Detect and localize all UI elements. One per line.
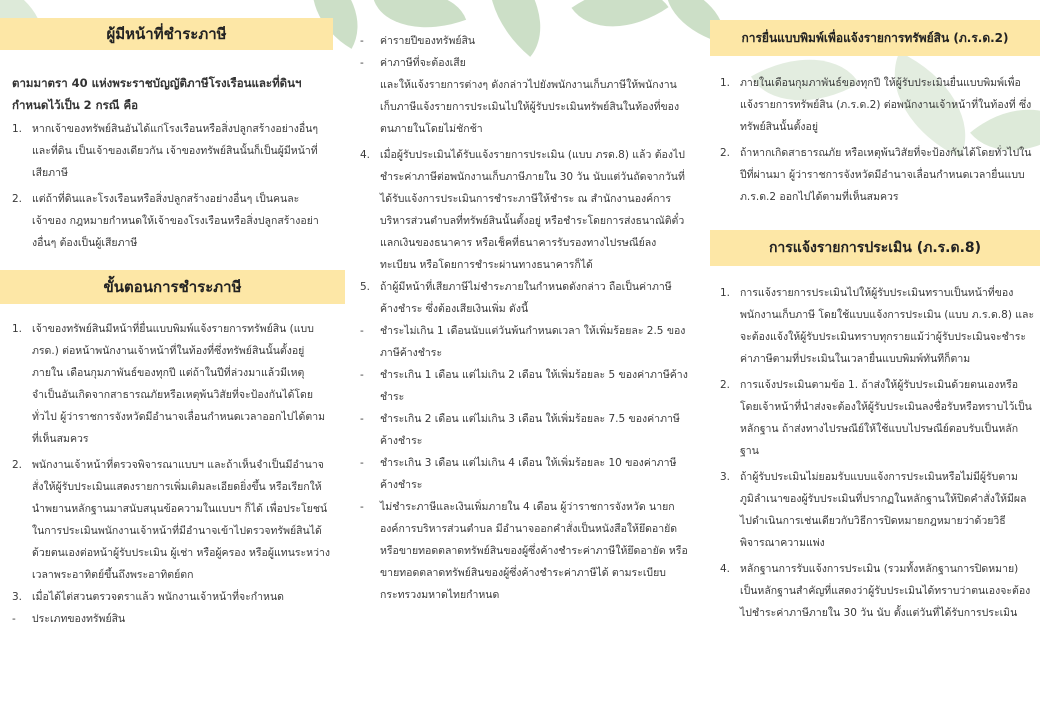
list-item: - ชำระเกิน 3 เดือน แต่ไม่เกิน 4 เดือน ให้เพิ่มร้อยละ 10 ของค่าภาษีค้างชำระ <box>360 457 677 491</box>
section-header-payment-steps: ขั้นตอนการชำระภาษี <box>0 270 345 304</box>
section-header-tax-payer: ผู้มีหน้าที่ชำระภาษี <box>0 18 333 50</box>
list-item: 2. แต่ถ้าที่ดินและโรงเรือนหรือสิ่งปลูกสร้างอย่างอื่นๆ เป็นคนละเจ้าของ กฎหมายกำหนดให้เจ้าของโรงเรือนหรือสิ่งปลูกสร้างอย่างอื่นๆ ต้องเป็นผู้เสียภาษี <box>12 193 319 249</box>
tax-payer-cases-list <box>10 118 332 254</box>
assessment-items-list <box>358 30 688 606</box>
list-item: - ชำระเกิน 2 เดือน แต่ไม่เกิน 3 เดือน ให้เพิ่มร้อยละ 7.5 ของค่าภาษีค้างชำระ <box>360 413 680 447</box>
filing-list <box>718 72 1036 208</box>
list-item: 1. เจ้าของทรัพย์สินมีหน้าที่ยื่นแบบพิมพ์แจ้งรายการทรัพย์สิน (แบบ ภรด.) ต่อหน้าพนักงานเจ้าหน้าที่ในท้องที่ซึ่งทรัพย์สินนั้นตั้งอยู่ภายใน เดือนกุมภาพันธ์ของทุกปี แต่ถ้าในปีที่ล่วงมาแล้วมีเหตุจำเป็นอันเกิดจากสาธารณภัยหรือเหตุพ้นวิสัยที่จะป้องกันได้โดยทั่วไป ผู้ว่าราชการจังหวัดมีอำนาจเลื่อนกำหนดเวลาออกไปได้ตามที่เห็นสมควร <box>12 323 326 445</box>
list-item: 1. หากเจ้าของทรัพย์สินอันได้แก่โรงเรือนหรือสิ่งปลูกสร้างอย่างอื่นๆ และที่ดิน เป็นเจ้าของเดียวกัน เจ้าของทรัพย์สินนั้นก็เป็นผู้มีหน้าที่เสียภาษี <box>12 123 319 179</box>
list-item: 1. ภายในเดือนกุมภาพันธ์ของทุกปี ให้ผู้รับประเมินยื่นแบบพิมพ์เพื่อแจ้งรายการทรัพย์สิน (ภ.ร.ด.2) ต่อพนักงานเจ้าหน้าที่ในท้องที่ ซึ่งทรัพย์สินนั้นตั้งอยู่ <box>720 77 1032 133</box>
list-item: - ชำระเกิน 1 เดือน แต่ไม่เกิน 2 เดือน ให้เพิ่มร้อยละ 5 ของค่าภาษีค้างชำระ <box>360 369 688 403</box>
notification-list <box>718 282 1036 624</box>
list-item: 2. การแจ้งประเมินตามข้อ 1. ถ้าส่งให้ผู้รับประเมินด้วยตนเองหรือโดยเจ้าหน้าที่นำส่งจะต้องให้ผู้รับประเมินลงชื่อรับหรือทราบไว้เป็นหลักฐาน ถ้าส่งทางไปรษณีย์ให้ใช้แบบไปรษณีย์ตอบรับเป็นหลักฐาน <box>720 379 1032 457</box>
list-item: - ชำระไม่เกิน 1 เดือนนับแต่วันพ้นกำหนดเวลา ให้เพิ่มร้อยละ 2.5 ของภาษีค้างชำระ <box>360 325 686 359</box>
list-item: 3. ถ้าผู้รับประเมินไม่ยอมรับแบบแจ้งการประเมินหรือไม่มีผู้รับตามภูมิลำเนาของผู้รับประเมินที่ปรากฏในหลักฐานให้ปิดคำสั่งให้มีผลไปดำเนินการเช่นเดียวกับวิธีการปิดหมายกฎหมายว่าด้วยวิธีพิจารณาความแพ่ง <box>720 471 1027 549</box>
list-item: 2. ถ้าหากเกิดสาธารณภัย หรือเหตุพ้นวิสัยที่จะป้องกันได้โดยทั่วไปในปีที่ผ่านมา ผู้ว่าราชการจังหวัดมีอำนาจเลื่อนกำหนดเวลายื่นแบบ ภ.ร.ด.2 ออกไปได้ตามที่เห็นสมควร <box>720 147 1032 203</box>
section-header-notification: การแจ้งรายการประเมิน (ภ.ร.ด.8) <box>710 230 1040 266</box>
list-item: 2. พนักงานเจ้าหน้าที่ตรวจพิจารณาแบบฯ และถ้าเห็นจำเป็นมีอำนาจสั่งให้ผู้รับประเมินแสดงรายการเพิ่มเติมละเอียดยิ่งขึ้น หรือเรียกให้นำพยานหลักฐานมาสนับสนุนข้อความในแบบฯ ก็ได้ เพื่อประโยชน์ในการประเมินพนักงานเจ้าหน้าที่มีอำนาจเข้าไปตรวจทรัพย์สินได้ด้วยตนเองต่อหน้าผู้รับประเมิน ผู้เช่า หรือผู้ครอง หรือผู้แทนระหว่างเวลาพระอาทิตย์ขึ้นถึงพระอาทิตย์ตก <box>12 459 330 581</box>
intro-text: ตามมาตรา 40 แห่งพระราชบัญญัติภาษีโรงเรือนและที่ดินฯ กำหนดไว้เป็น 2 กรณี คือ <box>12 76 302 112</box>
list-item: และให้แจ้งรายการต่างๆ ดังกล่าวไปยังพนักงานเก็บภาษีให้พนักงานเก็บภาษีแจ้งรายการประเมินไปให้ผู้รับประเมินทรัพย์สินในท้องที่ของตนภายในโดยไม่ชักช้า <box>380 79 680 135</box>
list-item: - ประเภทของทรัพย์สิน <box>12 613 126 625</box>
list-item: 4. เมื่อผู้รับประเมินได้รับแจ้งรายการประเมิน (แบบ ภรด.8) แล้ว ต้องไปชำระค่าภาษีต่อพนักงานเก็บภาษีภายใน 30 วัน นับแต่วันถัดจากวันที่ได้รับแจ้งการประเมินการชำระภาษีให้ชำระ ณ สำนักงานองค์การบริหารส่วนตำบลที่ทรัพย์สินนั้นตั้งอยู่ หรือชำระโดยการส่งธนาณัติตั๋วแลกเงินของธนาคาร หรือเช็คที่ธนาคารรับรองทางไปรษณีย์ลงทะเบียน หรือโดยการชำระผ่านทางธนาคารก็ได้ <box>360 149 685 271</box>
list-item: 1. การแจ้งรายการประเมินไปให้ผู้รับประเมินทราบเป็นหน้าที่ของพนักงานเก็บภาษี โดยใช้แบบแจ้งการประเมิน (แบบ ภ.ร.ด.8) และจะต้องแจ้งให้ผู้รับประเมินทราบทุกรายแม้ว่าผู้รับประเมินจะชำระค่าภาษีตามที่ประเมินในเวลายื่นแบบพิมพ์ทันทีก็ตาม <box>720 287 1035 365</box>
list-item: - ค่ารายปีของทรัพย์สิน <box>360 35 476 47</box>
list-item: 4. หลักฐานการรับแจ้งการประเมิน (รวมทั้งหลักฐานการปิดหมาย) เป็นหลักฐานสำคัญที่แสดงว่าผู้รับประเมินได้ทราบว่าตนเองจะต้องไปชำระค่าภาษีภายใน 30 วัน นับ ตั้งแต่วันที่ได้รับการประเมิน <box>720 563 1031 619</box>
list-item: 5. ถ้าผู้มีหน้าที่เสียภาษีไม่ชำระภายในกำหนดดังกล่าว ถือเป็นค่าภาษีค้างชำระ ซึ่งต้องเสียเงินเพิ่ม ดังนี้ <box>360 281 672 315</box>
section-header-filing: การยื่นแบบพิมพ์เพื่อแจ้งรายการทรัพย์สิน (ภ.ร.ด.2) <box>710 20 1040 56</box>
list-item: 3. เมื่อได้ไต่สวนตรวจตราแล้ว พนักงานเจ้าหน้าที่จะกำหนด <box>12 591 284 603</box>
list-item: - ค่าภาษีที่จะต้องเสีย <box>360 57 466 69</box>
list-item: - ไม่ชำระภาษีและเงินเพิ่มภายใน 4 เดือน ผู้ว่าราชการจังหวัด นายกองค์การบริหารส่วนตำบล มีอำนาจออกคำสั่งเป็นหนังสือให้ยึดอายัด หรือขายทอดตลาดทรัพย์สินของผู้ซึ่งค้างชำระค่าภาษีให้ยึดอายัด หรือขายทอดตลาดทรัพย์สินของผู้ซึ่งค้างชำระค่าภาษีได้ ตามระเบียบกระทรวงมหาดไทยกำหนด <box>360 501 688 601</box>
payment-steps-list <box>10 318 330 630</box>
